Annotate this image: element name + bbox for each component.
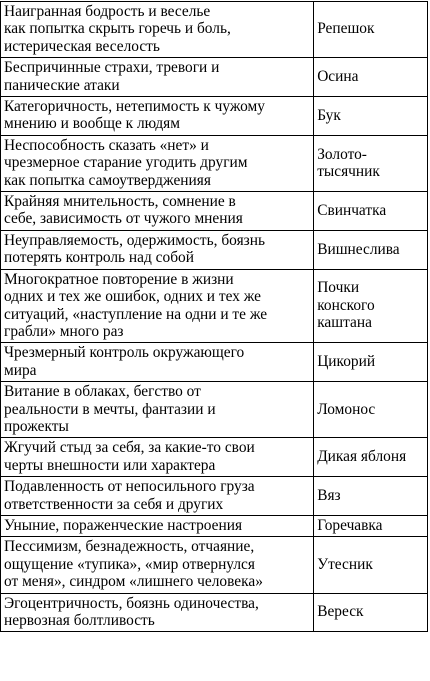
symptom-cell xyxy=(1,438,314,477)
remedy-cell xyxy=(314,477,428,516)
symptom-cell xyxy=(1,230,314,269)
remedy-text: Свинчатка xyxy=(317,201,387,219)
remedy-text: Осина xyxy=(317,67,359,85)
remedy-text: Вереск xyxy=(317,603,364,621)
symptom-text: Наигранная бодрость и веселье как попытка скрыть горечь и боль, истерическая веселость xyxy=(4,3,231,55)
remedy-text: Утесник xyxy=(317,555,373,573)
remedy-text: Цикорий xyxy=(317,353,376,371)
symptom-cell xyxy=(1,477,314,516)
symptom-text: Витание в облаках, бегство от реальности в мечты, фантазии и прожекты xyxy=(4,383,216,435)
remedy-text: Почки конского каштана xyxy=(317,279,375,332)
remedy-text: Горечавка xyxy=(317,516,383,534)
remedy-cell xyxy=(314,58,428,97)
table-row xyxy=(1,192,428,231)
remedy-cell xyxy=(314,135,428,191)
symptom-text: Неуправляемость, одержимость, боязнь потерять контроль над собой xyxy=(4,231,265,267)
table-row xyxy=(1,438,428,477)
symptom-text: Чрезмерный контроль окружающего мира xyxy=(4,344,245,379)
remedy-cell xyxy=(314,97,428,136)
symptom-text: Неспособность сказать «нет» и чрезмерное старание угодить другим как попытка самоутвердженияя xyxy=(4,136,248,189)
remedy-cell xyxy=(314,593,428,632)
table-row xyxy=(1,382,428,438)
symptom-cell xyxy=(1,97,314,136)
remedy-cell xyxy=(314,2,428,58)
symptom-cell xyxy=(1,515,314,536)
remedy-cell xyxy=(314,269,428,343)
remedy-cell xyxy=(314,438,428,477)
symptom-text: Пессимизм, безнадежность, отчаяние, ощущение «тупика», «мир отвернулся от меня», синдром «лишнего человека» xyxy=(4,538,263,591)
symptom-cell xyxy=(1,58,314,97)
table-row xyxy=(1,515,428,536)
remedy-text: Вяз xyxy=(317,486,341,504)
remedy-text: Вишнеслива xyxy=(317,240,400,258)
table-row xyxy=(1,537,428,593)
symptom-text: Категоричность, нетепимость к чужому мнению и вообще к людям xyxy=(4,98,265,133)
table-row xyxy=(1,58,428,97)
remedy-text: Золото- тысячник xyxy=(317,145,380,180)
symptom-cell xyxy=(1,382,314,438)
table-row xyxy=(1,2,428,58)
symptom-text: Подавленность от непосильного груза ответственности за себя и других xyxy=(4,478,255,513)
table-row xyxy=(1,97,428,136)
table-row xyxy=(1,593,428,632)
remedy-cell xyxy=(314,230,428,269)
table-row xyxy=(1,343,428,382)
symptom-text: Уныние, пораженческие настроения xyxy=(4,516,243,534)
table-row xyxy=(1,135,428,191)
remedy-table xyxy=(0,1,428,632)
remedy-cell xyxy=(314,515,428,536)
symptom-text: Жгучий стыд за себя, за какие-то свои черты внешности или характера xyxy=(4,439,255,474)
table-row xyxy=(1,269,428,343)
remedy-cell xyxy=(314,343,428,382)
symptom-cell xyxy=(1,2,314,58)
symptom-cell xyxy=(1,269,314,343)
remedy-table-body xyxy=(1,2,428,632)
table-row xyxy=(1,230,428,269)
symptom-text: Эгоцентричность, боязнь одиночества, нервозная болтливость xyxy=(4,594,259,629)
remedy-cell xyxy=(314,192,428,231)
symptom-text: Крайняя мнительность, сомнение в себе, зависимость от чужого мнения xyxy=(4,193,243,228)
symptom-cell xyxy=(1,135,314,191)
symptom-cell xyxy=(1,537,314,593)
remedy-cell xyxy=(314,537,428,593)
symptom-cell xyxy=(1,192,314,231)
remedy-text: Дикая яблоня xyxy=(317,448,407,466)
remedy-text: Ломонос xyxy=(317,400,376,418)
remedy-text: Репешок xyxy=(317,20,375,38)
symptom-cell xyxy=(1,343,314,382)
symptom-text: Многократное повторение в жизни одних и тех же ошибок, одних и тех же ситуаций, «наступление на одни и те же грабли» много раз xyxy=(4,270,268,340)
symptom-text: Беспричинные страхи, тревоги и панические атаки xyxy=(4,59,220,94)
remedy-cell xyxy=(314,382,428,438)
symptom-cell xyxy=(1,593,314,632)
remedy-text: Бук xyxy=(317,106,341,124)
table-row xyxy=(1,477,428,516)
